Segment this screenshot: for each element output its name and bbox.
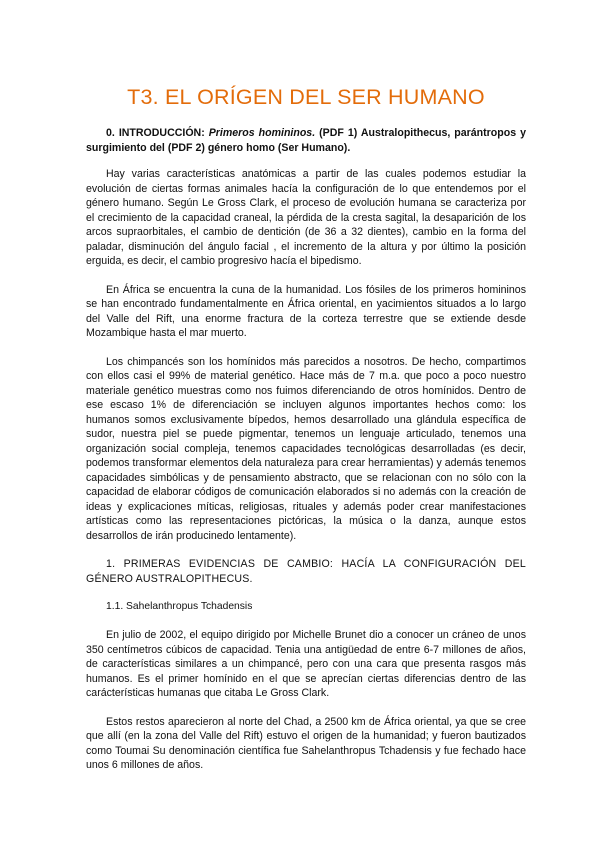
intro-paragraph: Hay varias características anatómicas a partir de las cuales podemos estudiar la evolución de ciertas formas animales hacía la configuración de lo que entendemos por el género humano. Según Le Gross Clark, el proceso de evolución humana se caracteriza por el crecimiento de la capacidad craneal, la pérdida de la cresta sagital, la desaparición de los arcos supraorbitales, el cambio de dentición (de 36 a 32 dientes), cambio en la forma del paladar, disminución del ángulo facial , el incremento de la altura y por último la posición erguida, es decir, el cambio progresivo hacía el bipedismo.: [86, 168, 526, 268]
page-title: T3. EL ORÍGEN DEL SER HUMANO: [127, 85, 485, 109]
subsection-heading: 1.1. Sahelanthropus Tchadensis: [106, 601, 253, 613]
intro-paragraph: Los chimpancés son los homínidos más parecidos a nosotros. De hecho, compartimos con ellos casi el 99% de material genético. Hace más de 7 m.a. que poco a poco nuestro materiale genético muestras como nos fuimos diferenciando de otros homínidos. Dentro de ese escaso 1% de diferenciación se incluyen algunos importantes hechos como: los humanos somos exclusivamente bípedos, hemos desarrollado una glándula específica de sudor, nuestra piel se puede pigmentar, tenemos un lenguaje articulado, tenemos una organización social compleja, tenemos capacidades tecnológicas desarrolladas (es decir, podemos transformar elementos dela naturaleza para crear herramientas) y además tenemos capacidades simbólicas y de pensamiento abstracto, que se relacionan con no sólo con la capacidad de elaborar códigos de comunicación elaborados si no además con la creación de ideas y explicaciones míticas, religiosas, rituales y además poder crear manifestaciones artísticas como las representaciones pictóricas, la música o la danza, aunque estos desarrollos de irán producinedo lentamente).: [86, 355, 526, 542]
section-heading: 1. PRIMERAS EVIDENCIAS DE CAMBIO: HACÍA LA CONFIGURACIÓN DEL GÉNERO AUSTRALOPITHECUS.: [86, 558, 526, 585]
intro-heading-rest: (PDF 1) Australopithecus, parántropos y surgimiento del (PDF 2) género homo (Ser Humano).: [86, 127, 526, 154]
section-paragraph: Estos restos aparecieron al norte del Chad, a 2500 km de África oriental, ya que se cree que allí (en la zona del Valle del Rift) estuvo el origen de la humanidad; y fueron bautizados como Toumai Su denominación científica fue Sahelanthropus Tchadensis y fue fechado hace unos 6 millones de años.: [86, 715, 526, 772]
section-paragraph: En julio de 2002, el equipo dirigido por Michelle Brunet dio a conocer un cráneo de unos 350 centímetros cúbicos de capacidad. Tenia una antigüedad de entre 6-7 millones de años, de características similares a un chimpancé, pero con una cara que presenta rasgos más humanos. Es el primer homínido en el que se aprecían ciertas diferencias dentro de las carácterísticas humanas que citaba Le Gross Clark.: [86, 629, 526, 700]
intro-heading: [86, 126, 526, 155]
intro-heading-italic: Primeros homininos.: [208, 127, 316, 139]
intro-heading-number: 0. INTRODUCCIÓN:: [106, 127, 205, 139]
intro-paragraph: En África se encuentra la cuna de la humanidad. Los fósiles de los primeros homininos se han encontrado fundamentalmente en África oriental, en yacimientos situados a lo largo del Valle del Rift, una enorme fractura de la corteza terrestre que se extiende desde Mozambique hasta el mar muerto.: [86, 283, 526, 340]
